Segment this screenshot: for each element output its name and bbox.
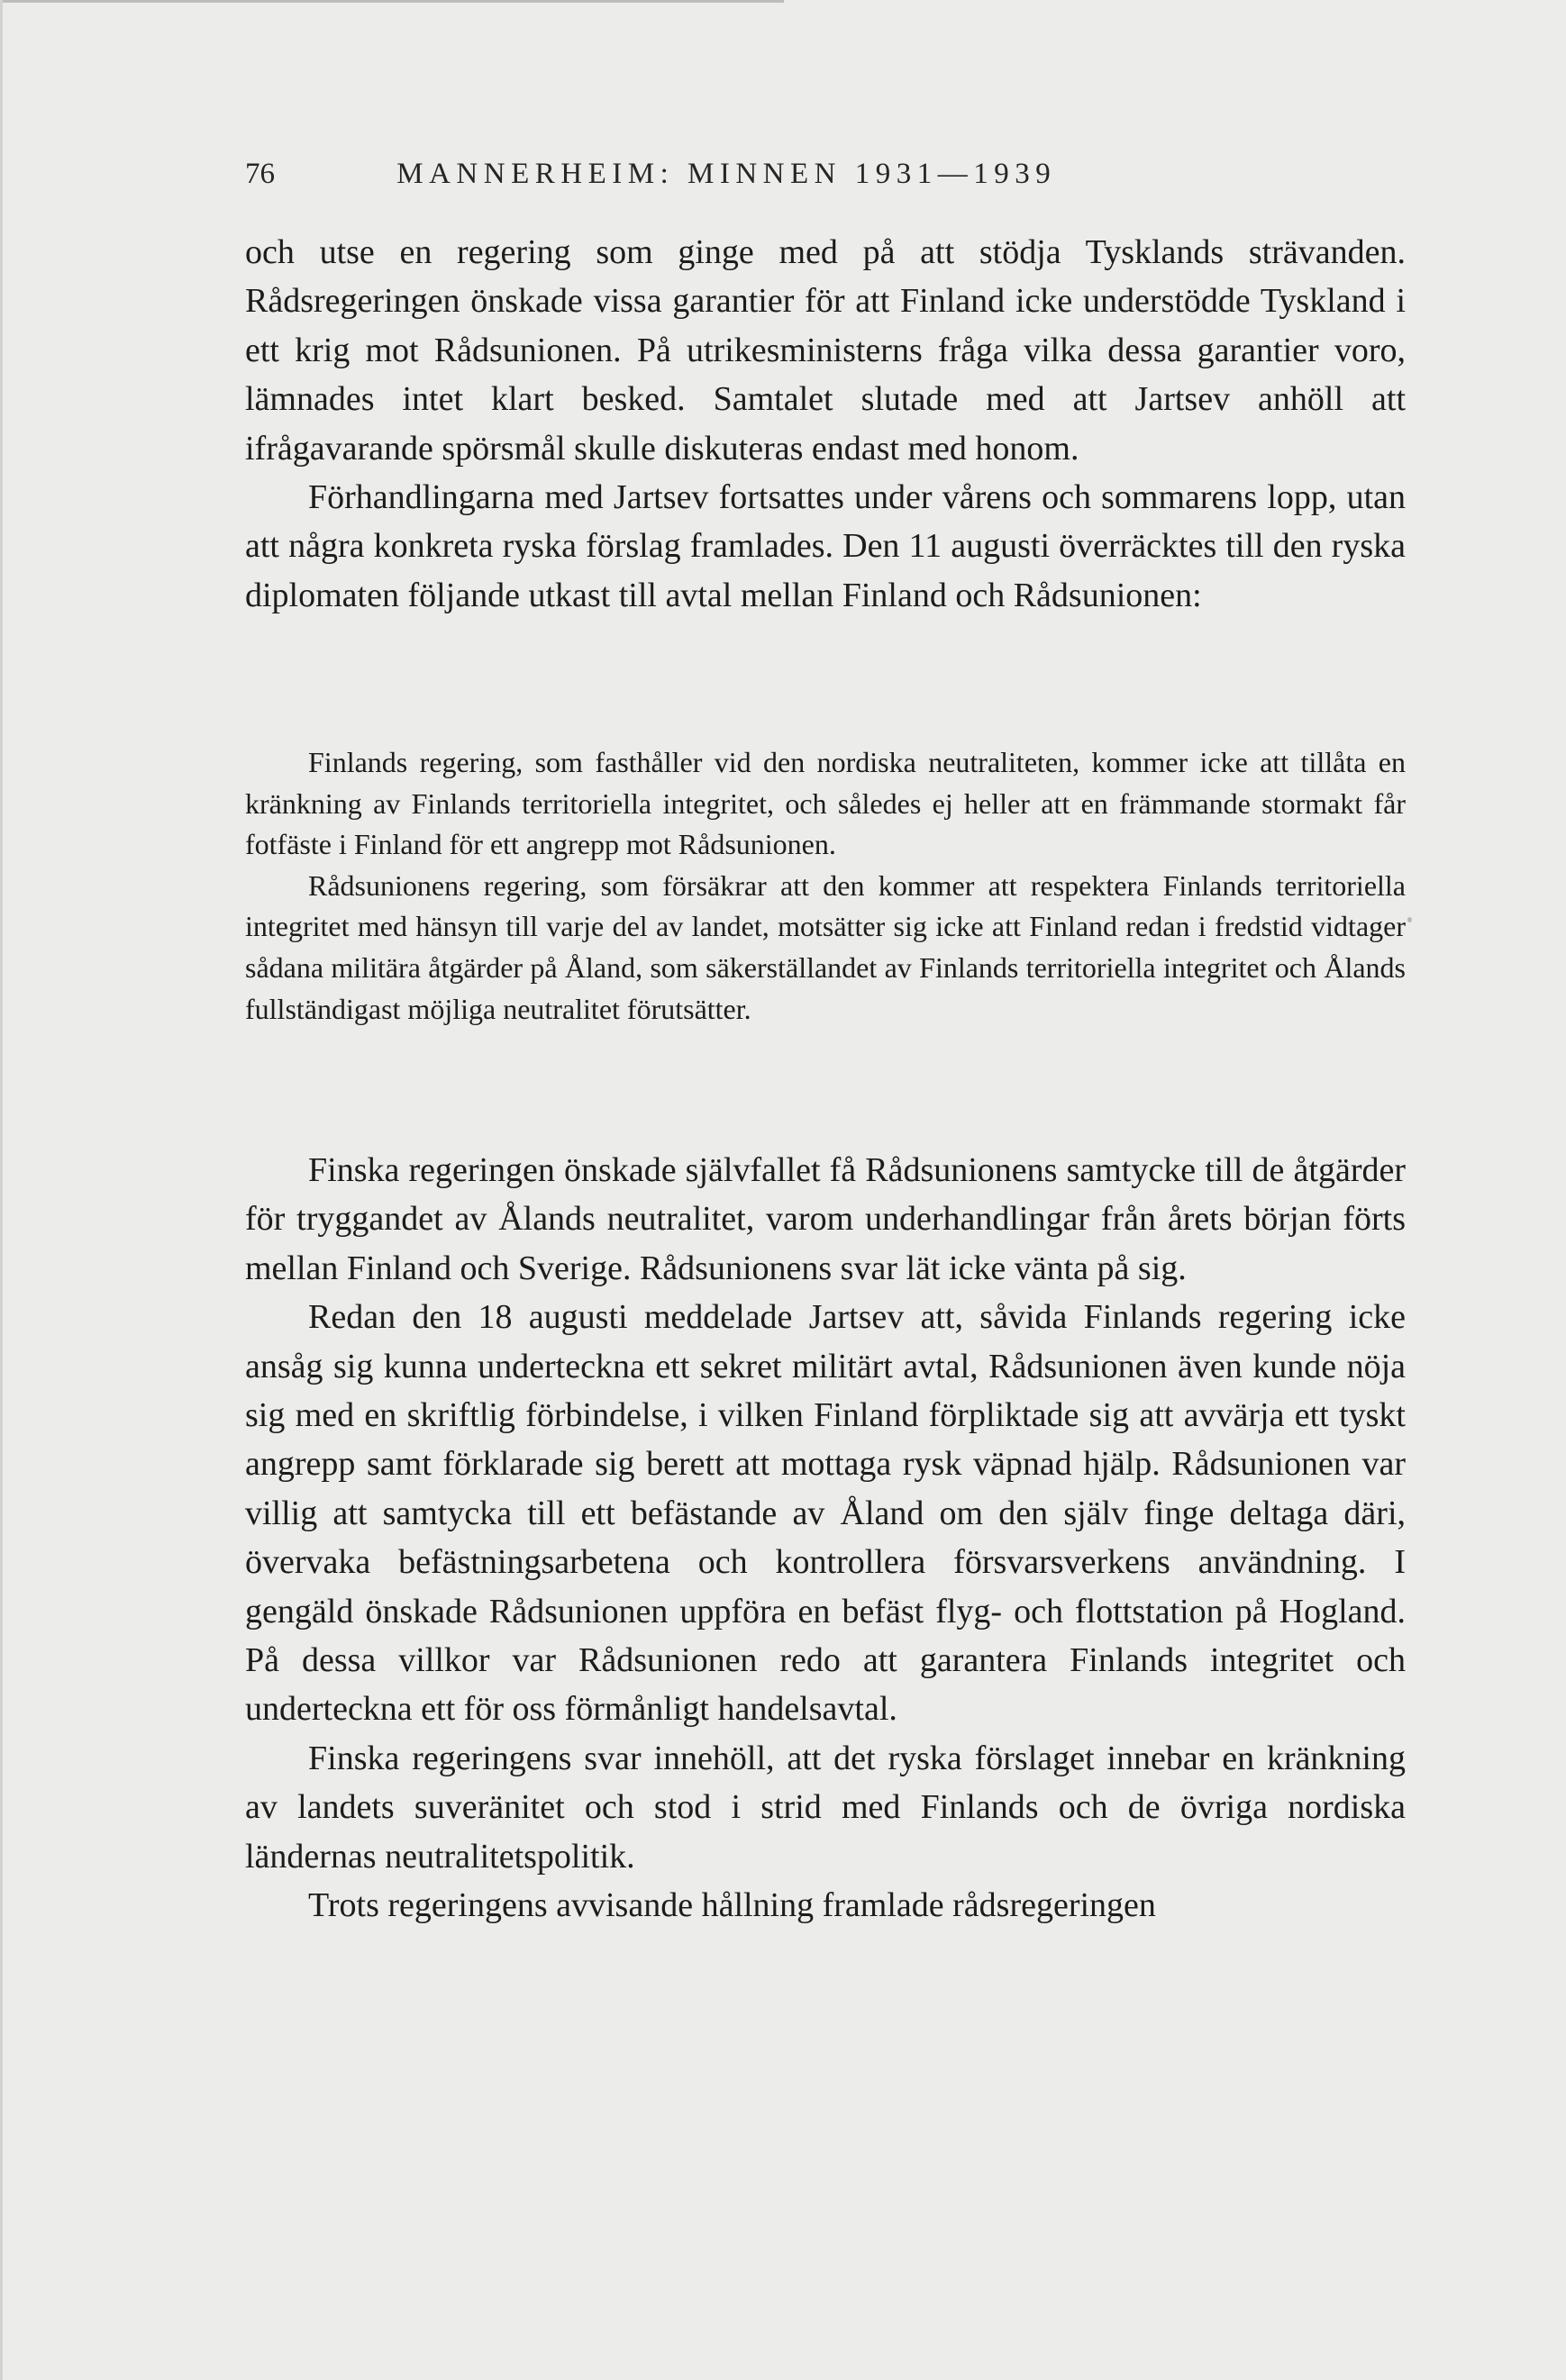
paragraph: och utse en regering som ginge med på att stödja Tysklands strävanden. Rådsregeringen önskade vissa garantier för att Finland icke understödde Tyskland i ett krig mot Rådsunionen. På utrikesministerns fråga vilka dessa garantier voro, lämnades intet klart besked. Samtalet slutade med att Jartsev anhöll att ifrågavarande spörsmål skulle diskuteras endast med honom. <box>245 233 1406 468</box>
quote-paragraph: Rådsunionens regering, som försäkrar att den kommer att respektera Finlands territoriella integritet med hänsyn till varje del av landet, motsätter sig icke att Finland redan i fredstid vidtager sådana militära åtgärder på Åland, som säkerställandet av Finlands territoriella integritet och Ålands fullständigast möjliga neutralitet förutsätter. <box>245 868 1406 1025</box>
page-top-edge <box>0 0 784 3</box>
paragraph: Finska regeringens svar innehöll, att det ryska förslaget innebar en kränkning av landets suveränitet och stod i strid med Finlands och de övriga nordiska ländernas neutralitetspolitik. <box>245 1739 1406 1876</box>
paragraph: Finska regeringen önskade självfallet få Rådsunionens samtycke till de åtgärder för tryggandet av Ålands neutralitet, varom underhandlingar från årets början förts mellan Finland och Sverige. Rådsunionens svar lät icke vänta på sig. <box>245 1151 1406 1287</box>
body-text-lower <box>245 1146 1406 1930</box>
paragraph: Förhandlingarna med Jartsev fortsattes under vårens och sommarens lopp, utan att några konkreta ryska förslag framlades. Den 11 augusti överräcktes till den ryska diplomaten följande utkast till avtal mellan Finland och Rådsunionen: <box>245 478 1406 614</box>
paper-speck <box>1407 917 1412 922</box>
running-title: MANNERHEIM: MINNEN 1931—1939 <box>396 158 1057 190</box>
running-header <box>245 151 1416 196</box>
quote-paragraph: Finlands regering, som fasthåller vid den nordiska neutraliteten, kommer icke att tillåta en kränkning av Finlands territoriella integritet, och således ej heller att en främmande stormakt får fotfäste i Finland för ett angrepp mot Rådsunionen. <box>245 746 1406 861</box>
page-left-edge <box>0 0 3 2380</box>
body-text-upper <box>245 228 1406 620</box>
paragraph: Redan den 18 augusti meddelade Jartsev att, såvida Finlands regering icke ansåg sig kunna underteckna ett sekret militärt avtal, Rådsunionen även kunde nöja sig med en skriftlig förbindelse, i vilken Finland förpliktade sig att avvärja ett tyskt angrepp samt förklarade sig berett att mottaga rysk väpnad hjälp. Rådsunionen var villig att samtycka till ett befästande av Åland om den själv finge deltaga däri, övervaka befästningsarbetena och kontrollera försvarsverkens användning. I gengäld önskade Rådsunionen uppföra en befäst flyg- och flottstation på Hogland. På dessa villkor var Rådsunionen redo att garantera Finlands integritet och underteckna ett för oss förmånligt handelsavtal. <box>245 1298 1406 1729</box>
paragraph: Trots regeringens avvisande hållning framlade rådsregeringen <box>308 1886 1156 1925</box>
page-number: 76 <box>245 158 275 190</box>
quoted-draft-agreement <box>245 742 1406 1030</box>
